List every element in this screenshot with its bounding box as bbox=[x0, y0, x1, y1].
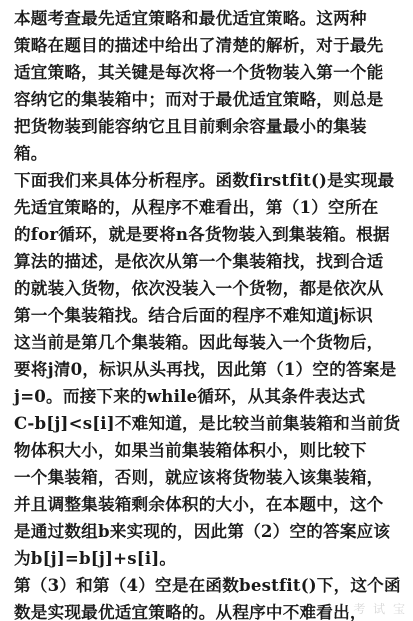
text-line: 先适宜策略的，从程序不难看出，第（1）空所在 bbox=[14, 197, 379, 217]
text-line: 为b[j]=b[j]+s[i]。 bbox=[14, 548, 177, 568]
text-line: 策略在题目的描述中给出了清楚的解析，对于最先 bbox=[14, 35, 384, 55]
text-line: 适宜策略，其关键是每次将一个货物装入第一个能 bbox=[14, 62, 384, 82]
text-line: 的for循环，就是要将n各货物装入到集装箱。根据 bbox=[14, 224, 390, 244]
text-line: 物体积大小，如果当前集装箱体积小，则比较下 bbox=[14, 440, 367, 460]
text-line: 本题考查最先适宜策略和最优适宜策略。这两种 bbox=[14, 8, 367, 28]
text-line: 第（3）和第（4）空是在函数bestfit()下，这个函 bbox=[14, 575, 401, 595]
text-line: 算法的描述，是依次从第一个集装箱找，找到合适 bbox=[14, 251, 384, 271]
text-line: 要将j清0，标识从头再找，因此第（1）空的答案是 bbox=[14, 359, 397, 379]
text-line: j=0。而接下来的while循环，从其条件表达式 bbox=[14, 386, 366, 406]
text-line: 把货物装到能容纳它且目前剩余容量最小的集装 bbox=[14, 116, 367, 136]
text-line: 第一个集装箱找。结合后面的程序不难知道j标识 bbox=[14, 305, 373, 325]
text-line: 容纳它的集装箱中；而对于最优适宜策略，则总是 bbox=[14, 89, 384, 109]
text-line: 数是实现最优适宜策略的。从程序中不难看出， bbox=[14, 602, 367, 621]
text-line: C-b[j]<s[i]不难知道，是比较当前集装箱和当前货 bbox=[14, 413, 401, 433]
text-line: 并且调整集装箱剩余体积的大小，在本题中，这个 bbox=[14, 494, 384, 514]
text-line: 的就装入货物，依次没装入一个货物，都是依次从 bbox=[14, 278, 384, 298]
text-line: 这当前是第几个集装箱。因此每装入一个货物后， bbox=[14, 332, 384, 352]
watermark: 考 试 宝 bbox=[353, 602, 407, 616]
text-line: 一个集装箱，否则，就应该将货物装入该集装箱， bbox=[14, 467, 384, 487]
text-line: 箱。 bbox=[14, 143, 48, 163]
text-line: 下面我们来具体分析程序。函数firstfit()是实现最 bbox=[14, 170, 395, 190]
text-line: 是通过数组b来实现的，因此第（2）空的答案应该 bbox=[14, 521, 391, 541]
